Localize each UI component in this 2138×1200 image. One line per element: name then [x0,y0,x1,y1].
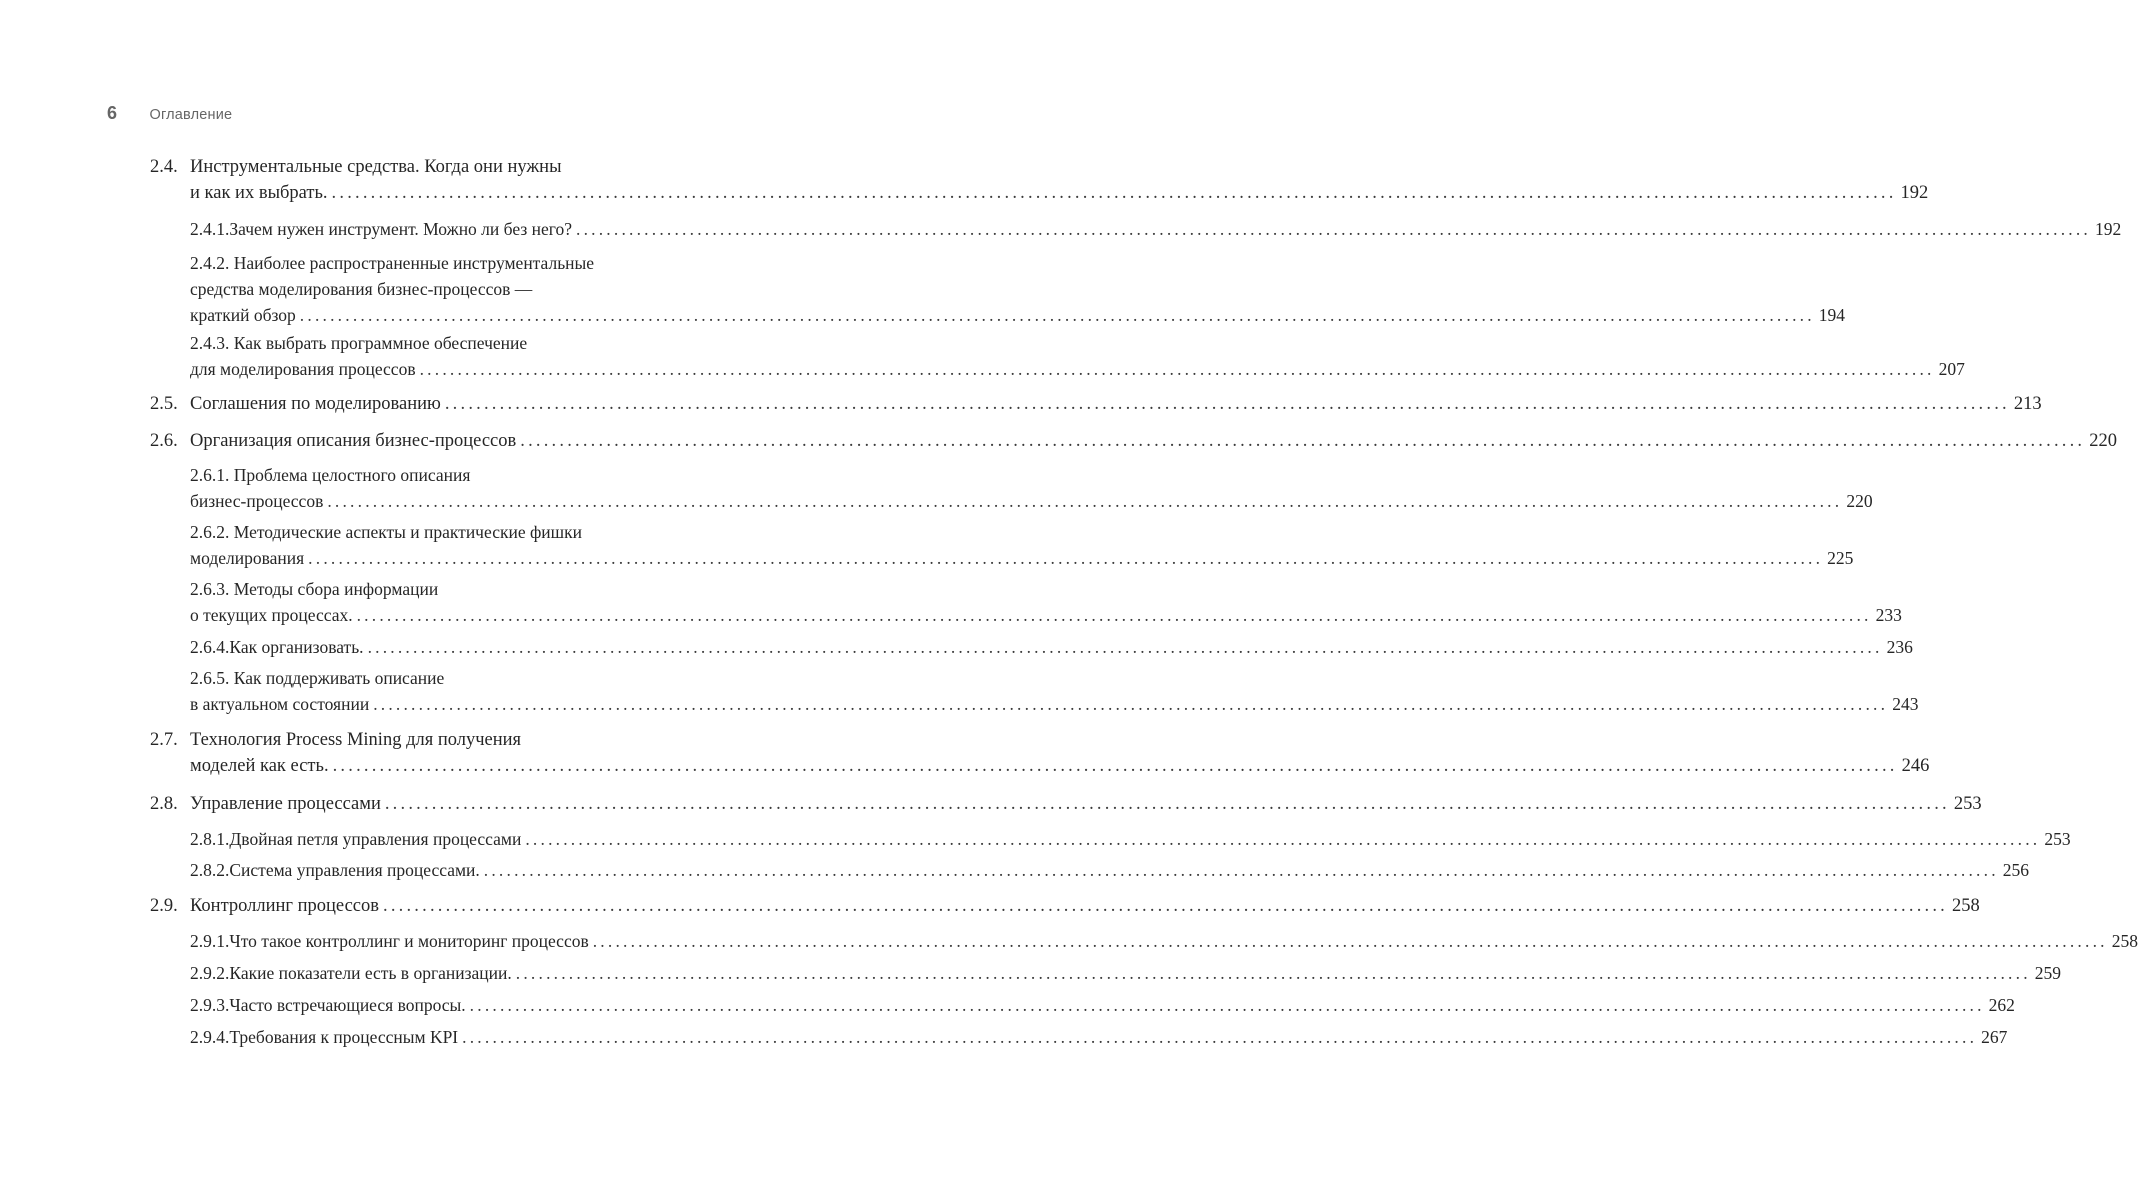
toc-entry [190,665,1919,717]
toc-entry [190,462,1873,514]
toc-entry-last-line [190,826,2071,852]
toc-entry-page-number: 192 [2095,219,2122,239]
toc-entry-page-number: 236 [1886,637,1913,657]
toc-entry-last-line [190,992,2015,1018]
toc-entry-title: Организация описания бизнес-процессов [190,431,517,451]
toc-entry-body [190,519,1854,571]
toc-entry-title: Что такое контроллинг и мониторинг процессов [229,931,589,951]
toc-entry-body [190,826,2071,852]
toc-entry-number: 2.8.1. [190,829,230,849]
toc-entry-last-line [190,634,1913,660]
toc-entry-page-number: 253 [2044,829,2071,849]
toc-entry-title: краткий обзор [190,305,296,325]
toc-entry-number: 2.7. [150,730,178,750]
toc-entry-last-line [190,1024,2008,1050]
toc-entry-body [190,727,1930,779]
toc-entry-number: 2.4.1. [190,219,230,239]
toc-entry-body [190,576,1902,628]
dot-leader: ........................................................................................................................................................................................................ [515,963,2031,983]
toc-entry-page-number: 207 [1938,359,1965,379]
toc-entry-number: 2.5. [150,394,178,414]
toc-entry-last-line [190,960,2062,986]
dot-leader: ........................................................................................................................................................................................................ [525,829,2041,849]
dot-leader: ........................................................................................................................................................................................................ [520,431,2086,451]
toc-entry-title: Наиболее распространенные инструментальные [233,253,595,273]
toc-entry [190,928,2138,954]
toc-entry-last-line [190,356,1965,382]
toc-entry [190,250,1846,328]
toc-entry-last-line [190,180,1929,206]
toc-entry [190,519,1854,571]
toc-entry-last-line [190,216,2122,242]
dot-leader: ........................................................................................................................................................................................................ [384,794,1950,814]
toc-entry-page-number: 256 [2002,860,2030,880]
dot-leader: ........................................................................................................................................................................................................ [383,896,1948,916]
page-number: 6 [107,103,118,123]
toc-entry-title: моделей как есть. [190,756,329,776]
toc-entry [190,634,1913,660]
toc-entry-body [190,992,2015,1018]
dot-leader: ........................................................................................................................................................................................................ [327,491,1843,511]
toc-entry-title: моделирования [190,548,305,568]
toc-entry-number: 2.4.2. [190,253,230,273]
toc-entry-line [190,665,736,691]
toc-entry-line [190,330,736,356]
toc-entry-title: Требования к процессным KPI [229,1027,459,1047]
dot-leader: ........................................................................................................................................................................................................ [483,860,1999,880]
toc-entry-title: Методические аспекты и практические фишки [233,522,583,542]
toc-entry-page-number: 258 [2111,931,2138,951]
toc-entry-title: и как их выбрать. [190,183,328,203]
toc-entry-body [190,857,2030,883]
toc-entry-number: 2.9.1. [190,931,230,951]
toc-entry-number: 2.9. [150,896,178,916]
toc-entry-number: 2.9.3. [190,995,230,1015]
toc-entry-body [190,791,1982,817]
toc-entry-line [190,462,736,488]
toc-entry-title: Управление процессами [190,794,381,814]
toc-entry-line [190,519,736,545]
toc-entry-number: 2.6.3. [190,579,230,599]
toc-entry [150,428,2117,454]
toc-entry-title: Двойная петля управления процессами [229,829,522,849]
toc-entry [150,791,1982,817]
toc-entry-body [190,1024,2008,1050]
dot-leader: ........................................................................................................................................................................................................ [592,931,2108,951]
dot-leader: ........................................................................................................................................................................................................ [332,756,1898,776]
toc-entry [150,391,2042,417]
toc-entry-title: Проблема целостного описания [233,465,471,485]
toc-entry-last-line [190,302,1846,328]
table-of-contents [150,0,2138,1200]
toc-entry-body [190,928,2138,954]
toc-entry-number: 2.4. [150,157,178,177]
toc-entry-body [190,428,2117,454]
toc-entry-page-number: 253 [1953,794,1982,814]
toc-entry-body [190,893,1980,919]
dot-leader: ........................................................................................................................................................................................................ [308,548,1824,568]
dot-leader: ........................................................................................................................................................................................................ [299,305,1815,325]
toc-entry [190,857,2030,883]
toc-entry [150,154,1929,206]
toc-entry-body [190,391,2042,417]
toc-entry-number: 2.6. [150,431,178,451]
dot-leader: ........................................................................................................................................................................................................ [367,637,1883,657]
dot-leader: ........................................................................................................................................................................................................ [444,394,2010,414]
toc-entry-body [190,634,1913,660]
dot-leader: ........................................................................................................................................................................................................ [331,183,1897,203]
toc-entry-page-number: 192 [1900,183,1929,203]
toc-entry-line [190,250,736,276]
toc-entry-title: Система управления процессами. [229,860,480,880]
toc-entry-title: Технология Process Mining для получения [190,730,522,750]
toc-entry-number: 2.4.3. [190,333,230,353]
toc-entry [150,893,1980,919]
toc-entry-page-number: 220 [1846,491,1873,511]
toc-entry [190,960,2062,986]
toc-entry-number: 2.6.1. [190,465,230,485]
toc-entry-title: о текущих процессах. [190,605,353,625]
toc-entry-last-line [190,488,1873,514]
toc-entry-title: Какие показатели есть в организации. [229,963,512,983]
dot-leader: ........................................................................................................................................................................................................ [373,694,1889,714]
toc-entry-last-line [190,691,1919,717]
toc-entry-number: 2.9.2. [190,963,230,983]
toc-entry-line [190,154,736,180]
toc-entry [190,576,1902,628]
toc-entry-body [190,330,1965,382]
dot-leader: ........................................................................................................................................................................................................ [576,219,2091,239]
toc-entry-last-line [190,857,2030,883]
toc-entry-last-line [190,791,1982,817]
toc-entry-body [190,216,2122,242]
toc-entry-title: Соглашения по моделированию [190,394,441,414]
toc-entry-last-line [190,428,2117,454]
toc-entry-title: Контроллинг процессов [190,896,379,916]
toc-entry-page-number: 262 [1988,995,2015,1015]
toc-entry-number: 2.6.5. [190,668,230,688]
toc-entry-title: для моделирования процессов [190,359,416,379]
toc-entry-last-line [190,545,1854,571]
toc-entry-title: Как поддерживать описание [233,668,445,688]
toc-entry-page-number: 246 [1901,756,1930,776]
toc-entry-page-number: 233 [1875,605,1902,625]
toc-entry-last-line [190,753,1930,779]
toc-entry-number: 2.9.4. [190,1027,230,1047]
toc-entry-last-line [190,928,2138,954]
toc-entry-page-number: 267 [1981,1027,2008,1047]
toc-entry-last-line [190,602,1902,628]
running-head-title: Оглавление [149,107,233,123]
toc-entry-number: 2.8. [150,794,178,814]
toc-entry-page-number: 220 [2089,431,2117,451]
toc-entry-body [190,665,1919,717]
toc-entry [190,216,2122,242]
toc-entry-title: Часто встречающиеся вопросы. [229,995,466,1015]
toc-entry-number: 2.8.2. [190,860,230,880]
toc-entry-last-line [190,391,2042,417]
toc-entry-body [190,462,1873,514]
toc-entry-line [190,276,736,302]
toc-entry [150,727,1930,779]
toc-entry-page-number: 243 [1892,694,1919,714]
dot-leader: ........................................................................................................................................................................................................ [469,995,1985,1015]
toc-entry [190,330,1965,382]
toc-entry-body [190,960,2062,986]
toc-entry [190,992,2015,1018]
toc-entry-number: 2.6.2. [190,522,230,542]
toc-entry-title: Инструментальные средства. Когда они нужны [190,157,562,177]
toc-entry-title: Методы сбора информации [233,579,439,599]
toc-entry-title: Как организовать. [229,637,364,657]
toc-entry [190,826,2071,852]
toc-entry-body [190,250,1846,328]
toc-entry-page-number: 225 [1827,548,1854,568]
toc-entry-body [190,154,1929,206]
toc-entry-title: Как выбрать программное обеспечение [233,333,528,353]
toc-entry-page-number: 194 [1818,305,1846,325]
toc-entry-line [190,576,736,602]
toc-entry-last-line [190,893,1980,919]
toc-entry-line [190,727,736,753]
toc-entry-page-number: 213 [2013,394,2042,414]
toc-entry-page-number: 258 [1952,896,1980,916]
toc-entry-title: средства моделирования бизнес-процессов — [190,279,533,299]
toc-entry-page-number: 259 [2034,963,2062,983]
toc-entry-title: бизнес-процессов [190,491,324,511]
toc-entry-number: 2.6.4. [190,637,230,657]
toc-entry-title: в актуальном состоянии [190,694,370,714]
dot-leader: ........................................................................................................................................................................................................ [419,359,1935,379]
toc-entry [190,1024,2008,1050]
dot-leader: ........................................................................................................................................................................................................ [356,605,1872,625]
toc-entry-title: Зачем нужен инструмент. Можно ли без него? [229,219,572,239]
dot-leader: ........................................................................................................................................................................................................ [462,1027,1978,1047]
